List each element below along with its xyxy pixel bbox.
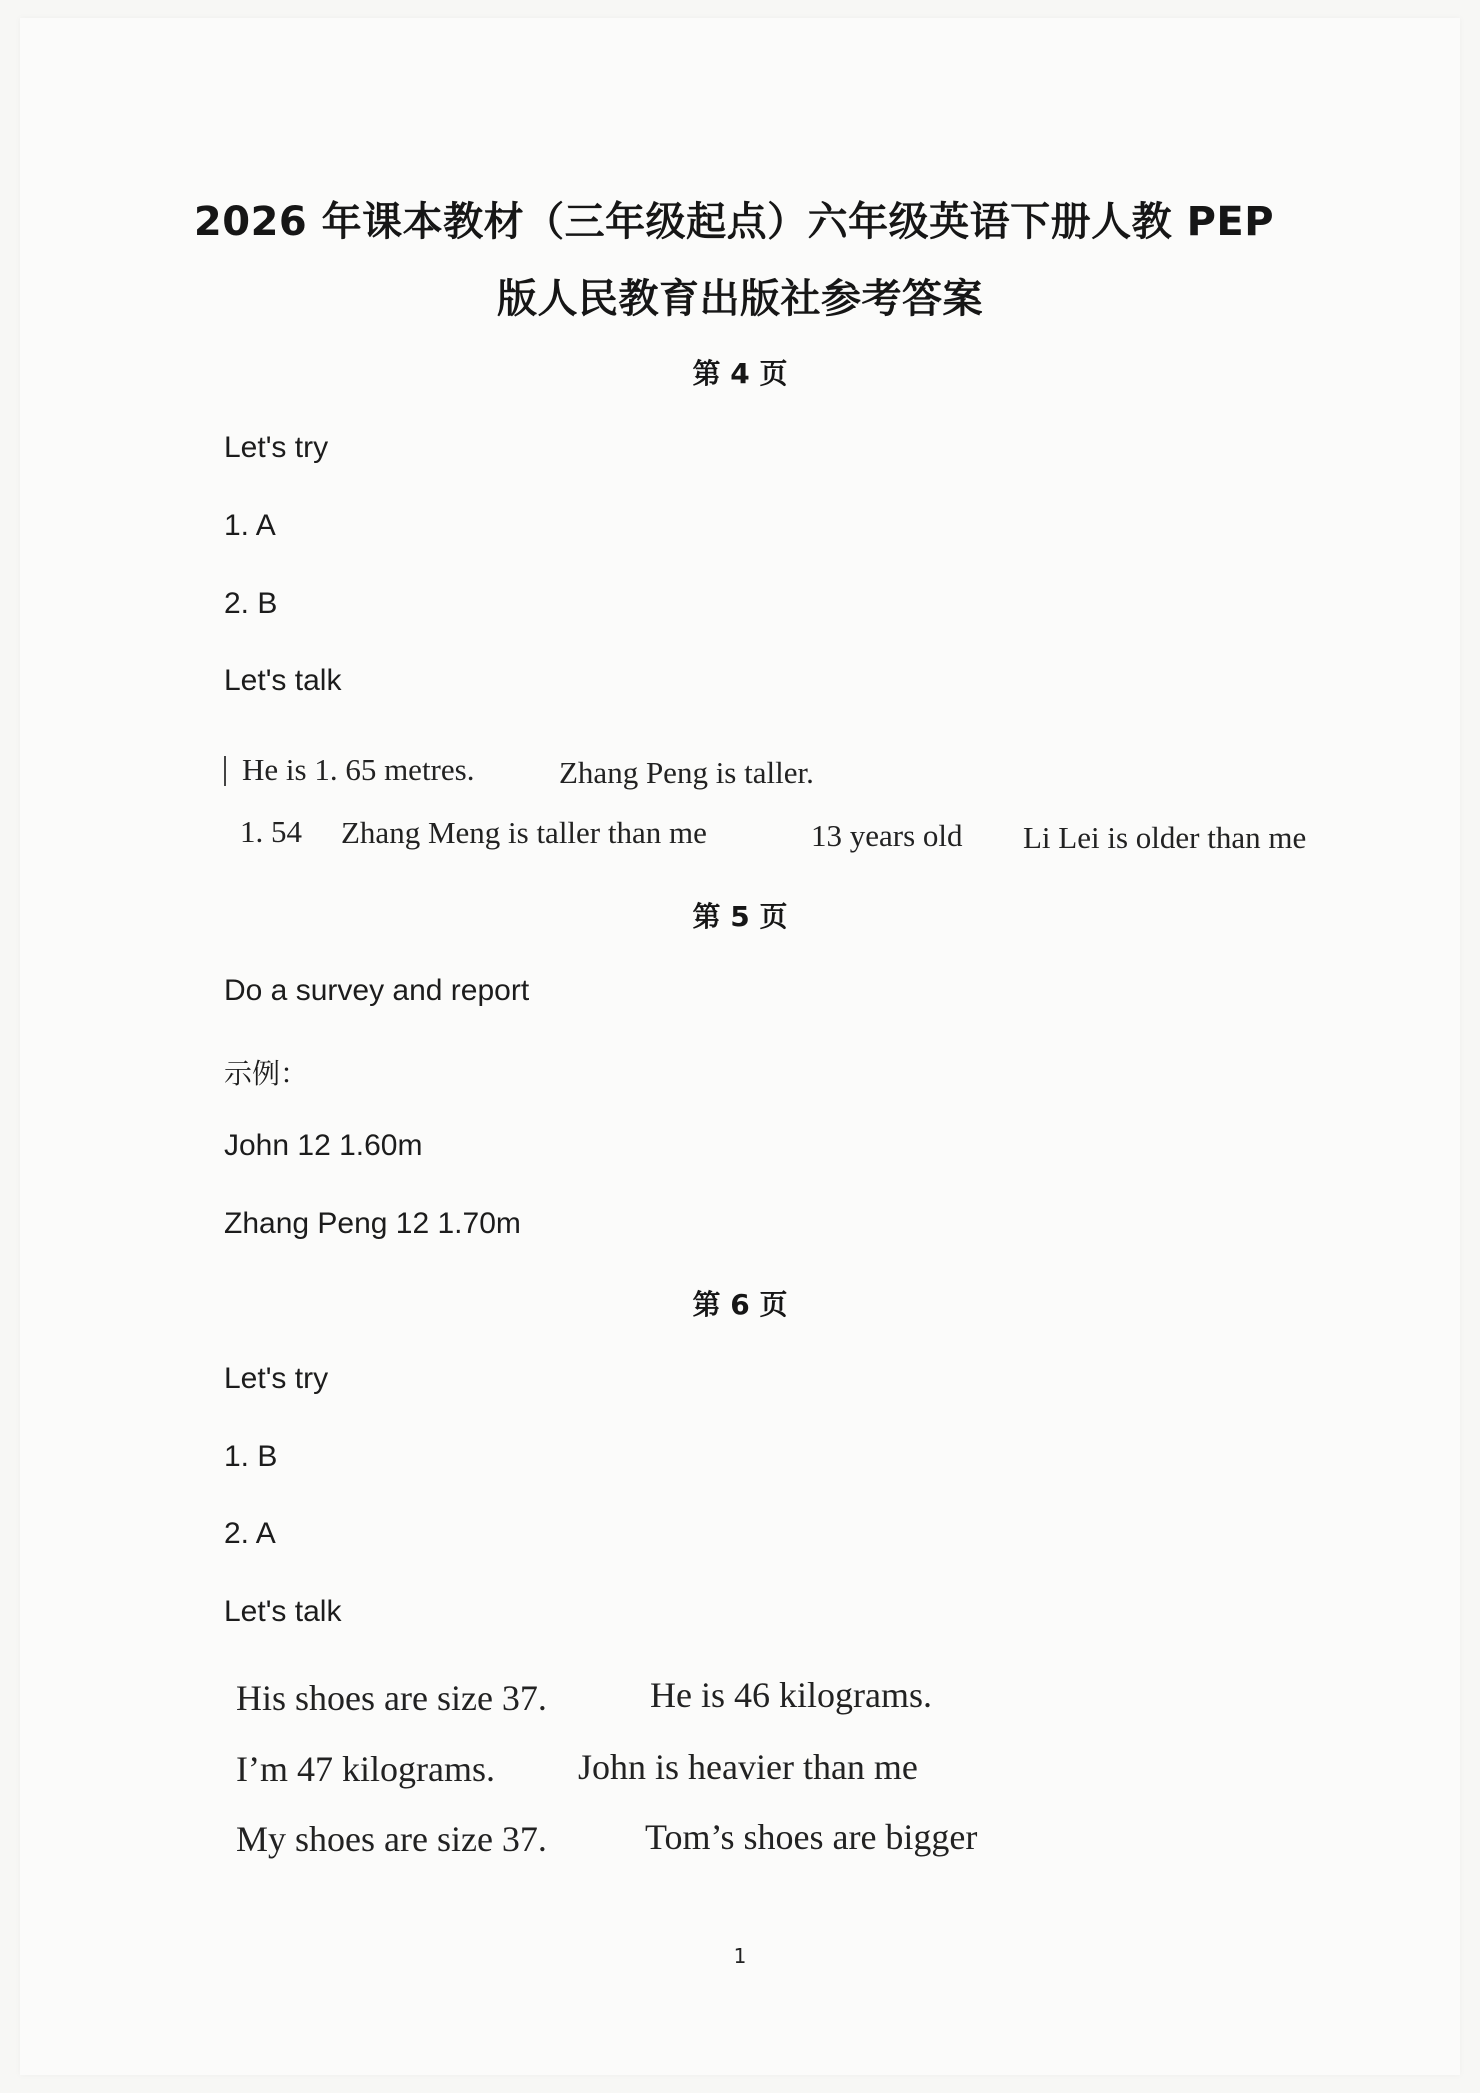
p5-example-label: 示例： <box>224 1057 309 1090</box>
p6-talk-row3-b: Tom’s shoes are bigger <box>645 1817 978 1857</box>
document-title-line1: 2026 年课本教材（三年级起点）六年级英语下册人教 PEP <box>193 199 1275 245</box>
p5-survey-row-2: Zhang Peng 12 1.70m <box>224 1207 521 1240</box>
p6-talk-row2-b: John is heavier than me <box>578 1747 918 1787</box>
p6-lets-try-label: Let's try <box>224 1362 329 1395</box>
p4-talk-row1-a: He is 1. 65 metres. <box>242 752 475 787</box>
page-number: 1 <box>733 1944 747 1968</box>
p4-talk-row2-c: 13 years old <box>811 818 963 853</box>
p6-talk-row1-b: He is 46 kilograms. <box>650 1675 932 1715</box>
p6-talk-row2-a: I’m 47 kilograms. <box>236 1749 495 1789</box>
p6-answer-2: 2. A <box>224 1517 276 1550</box>
p6-talk-row3-a: My shoes are size 37. <box>236 1819 547 1859</box>
p4-answer-1: 1. A <box>224 509 276 542</box>
p4-talk-row2-b: Zhang Meng is taller than me <box>341 815 707 850</box>
p4-answer-2: 2. B <box>224 587 278 620</box>
p5-survey-label: Do a survey and report <box>224 974 530 1007</box>
scan-margin-mark <box>224 756 226 786</box>
p4-talk-row1-b: Zhang Peng is taller. <box>559 755 814 790</box>
document-title-line2: 版人民教育出版社参考答案 <box>497 276 983 322</box>
p6-lets-talk-label: Let's talk <box>224 1595 342 1628</box>
section-heading-page4: 第 4 页 <box>692 357 788 390</box>
p6-talk-row1-a: His shoes are size 37. <box>236 1678 547 1718</box>
p5-survey-row-1: John 12 1.60m <box>224 1129 423 1162</box>
p4-talk-row2-d: Li Lei is older than me <box>1023 820 1307 855</box>
p6-answer-1: 1. B <box>224 1440 278 1473</box>
p4-talk-row2-a: 1. 54 <box>240 814 302 849</box>
p4-lets-try-label: Let's try <box>224 431 329 464</box>
section-heading-page6: 第 6 页 <box>692 1288 788 1321</box>
section-heading-page5: 第 5 页 <box>692 900 788 933</box>
p4-lets-talk-label: Let's talk <box>224 664 342 697</box>
